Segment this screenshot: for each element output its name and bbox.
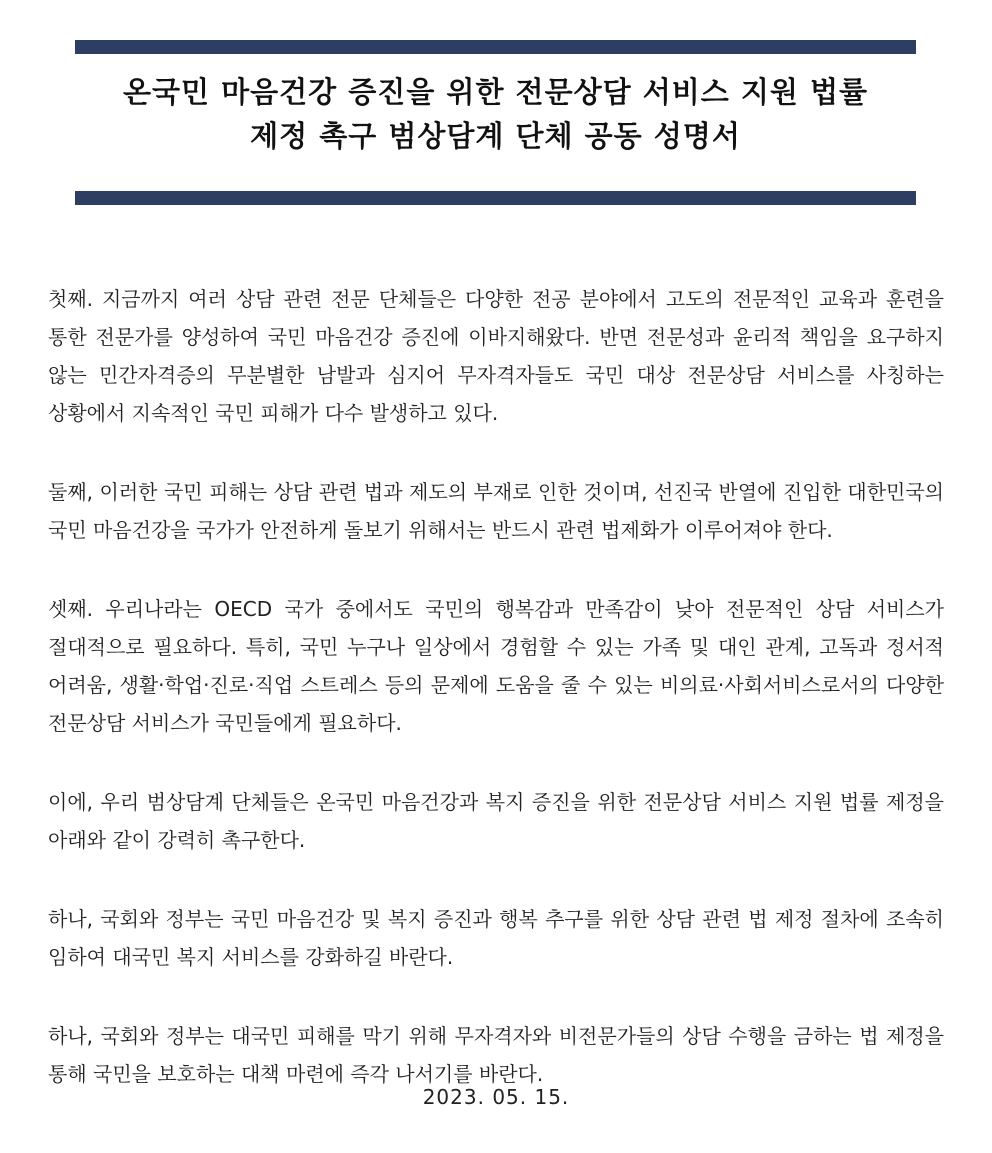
paragraph-third: 셋째. 우리나라는 OECD 국가 중에서도 국민의 행복감과 만족감이 낮아 전문적인 상담 서비스가 절대적으로 필요하다. 특히, 국민 누구나 일상에서 경험할 수 있는 가족 및 대인 관계, 고독과 정서적 어려움, 생활·학업·진로·직업 스트레스 등의 문제에 도움을 줄 수 있는 비의료·사회서비스로서의 다양한 전문상담 서비스가 국민들에게 필요하다. <box>48 597 944 735</box>
document-title <box>75 70 916 158</box>
title-line-1: 온국민 마음건강 증진을 위한 전문상담 서비스 지원 법률 <box>123 75 868 109</box>
statement-date: 2023. 05. 15. <box>422 1085 570 1109</box>
paragraph-demand-1: 하나, 국회와 정부는 국민 마음건강 및 복지 증진과 행복 추구를 위한 상담 관련 법 제정 절차에 조속히 임하여 대국민 복지 서비스를 강화하길 바란다. <box>48 907 944 969</box>
top-rule <box>75 40 916 54</box>
paragraph-demand-2: 하나, 국회와 정부는 대국민 피해를 막기 위해 무자격자와 비전문가들의 상담 수행을 금하는 법 제정을 통해 국민을 보호하는 대책 마련에 즉각 나서기를 바란다. <box>48 1024 944 1086</box>
paragraph-first: 첫째. 지금까지 여러 상담 관련 전문 단체들은 다양한 전공 분야에서 고도의 전문적인 교육과 훈련을 통한 전문가를 양성하여 국민 마음건강 증진에 이바지해왔다. 반면 전문성과 윤리적 책임을 요구하지 않는 민간자격증의 무분별한 남발과 심지어 무자격자들도 국민 대상 전문상담 서비스를 사칭하는 상황에서 지속적인 국민 피해가 다수 발생하고 있다. <box>48 287 944 425</box>
title-line-2: 제정 촉구 범상담계 단체 공동 성명서 <box>250 119 741 153</box>
bottom-rule <box>75 191 916 205</box>
statement-body <box>48 280 944 1093</box>
paragraph-second: 둘째, 이러한 국민 피해는 상담 관련 법과 제도의 부재로 인한 것이며, 선진국 반열에 진입한 대한민국의 국민 마음건강을 국가가 안전하게 돌보기 위해서는 반드시 관련 법제화가 이루어져야 한다. <box>48 480 944 542</box>
paragraph-resolution: 이에, 우리 범상담계 단체들은 온국민 마음건강과 복지 증진을 위한 전문상담 서비스 지원 법률 제정을 아래와 같이 강력히 촉구한다. <box>48 790 944 852</box>
